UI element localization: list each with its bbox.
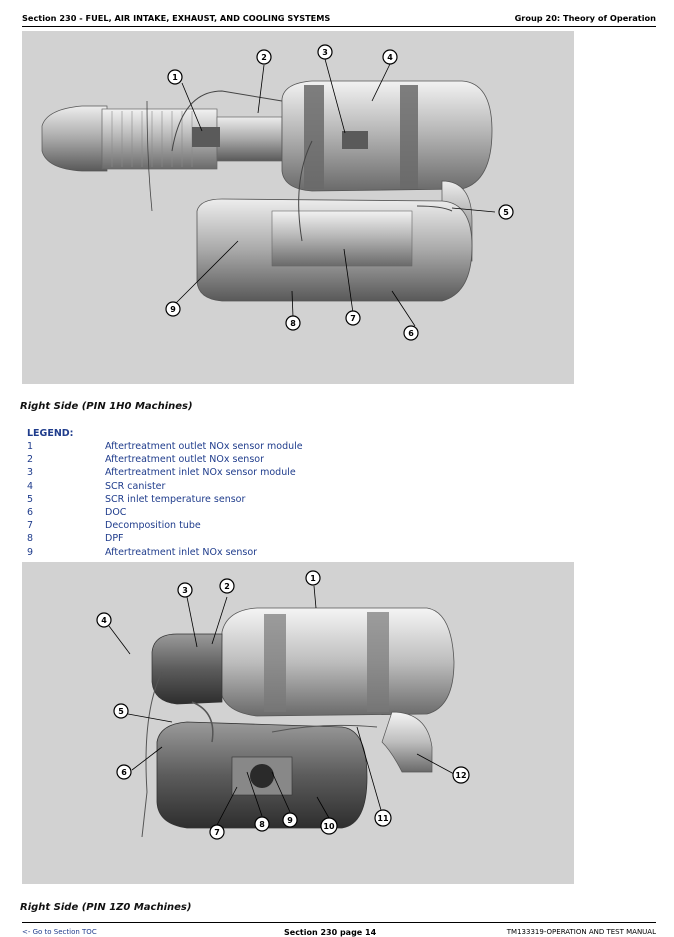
legend-text: Aftertreatment inlet NOx sensor module bbox=[105, 467, 296, 479]
legend-item bbox=[27, 532, 124, 545]
svg-text:4: 4 bbox=[101, 616, 107, 625]
legend-item bbox=[27, 546, 258, 559]
svg-text:7: 7 bbox=[350, 314, 356, 323]
callout-3 bbox=[178, 583, 192, 597]
callout-11 bbox=[375, 810, 391, 826]
callout-5 bbox=[499, 205, 513, 219]
svg-text:10: 10 bbox=[323, 822, 335, 831]
legend-num: 1 bbox=[27, 441, 34, 452]
callout-10 bbox=[321, 818, 337, 834]
legend-item bbox=[27, 480, 166, 493]
callout-9 bbox=[166, 302, 180, 316]
callout-4 bbox=[383, 50, 397, 64]
legend-num: 3 bbox=[27, 467, 34, 479]
svg-text:3: 3 bbox=[182, 586, 188, 595]
figure-1-drawing bbox=[22, 31, 574, 384]
svg-text:2: 2 bbox=[261, 53, 267, 62]
legend-item bbox=[27, 506, 127, 519]
callout-1 bbox=[168, 70, 182, 84]
svg-text:9: 9 bbox=[287, 816, 293, 825]
callout-6 bbox=[117, 765, 131, 779]
legend-num: 8 bbox=[27, 533, 34, 545]
page-footer bbox=[22, 922, 656, 935]
callout-3 bbox=[318, 45, 332, 59]
svg-text:7: 7 bbox=[214, 828, 220, 837]
svg-text:5: 5 bbox=[118, 707, 124, 716]
svg-text:4: 4 bbox=[387, 53, 393, 62]
legend-text: SCR inlet temperature sensor bbox=[105, 493, 246, 505]
callout-12 bbox=[453, 767, 469, 783]
callout-4 bbox=[97, 613, 111, 627]
svg-text:8: 8 bbox=[290, 319, 296, 328]
page-number: Section 230 page 14 bbox=[284, 928, 377, 937]
callout-5 bbox=[114, 704, 128, 718]
legend bbox=[27, 428, 303, 559]
legend-item bbox=[27, 493, 246, 506]
legend-num: 7 bbox=[27, 520, 34, 532]
legend-text: DPF bbox=[105, 533, 124, 545]
legend-num: 4 bbox=[27, 480, 34, 492]
svg-text:6: 6 bbox=[408, 329, 414, 338]
group-title: Group 20: Theory of Operation bbox=[514, 13, 656, 23]
figure-1-caption: Right Side (PIN 1H0 Machines) bbox=[20, 401, 193, 412]
callout-7 bbox=[210, 825, 224, 839]
section-toc-link[interactable]: <- Go to Section TOC bbox=[22, 928, 97, 936]
legend-num: 5 bbox=[27, 493, 34, 505]
legend-item bbox=[27, 453, 264, 466]
legend-text: DOC bbox=[105, 506, 127, 518]
legend-item bbox=[27, 440, 303, 453]
figure-1z0-aftertreatment bbox=[22, 562, 574, 884]
callout-6 bbox=[404, 326, 418, 340]
callout-8 bbox=[255, 817, 269, 831]
legend-text: Aftertreatment inlet NOx sensor bbox=[105, 546, 258, 558]
legend-item bbox=[27, 466, 296, 479]
legend-text: Aftertreatment outlet NOx sensor bbox=[105, 454, 264, 466]
svg-text:12: 12 bbox=[455, 771, 467, 780]
legend-item bbox=[27, 519, 201, 532]
callout-2 bbox=[220, 579, 234, 593]
svg-text:5: 5 bbox=[503, 208, 509, 217]
callout-7 bbox=[346, 311, 360, 325]
legend-num: 9 bbox=[27, 546, 34, 558]
callout-8 bbox=[286, 316, 300, 330]
legend-title: LEGEND: bbox=[27, 428, 74, 439]
legend-text: Aftertreatment outlet NOx sensor module bbox=[105, 441, 303, 452]
figure-2-caption: Right Side (PIN 1Z0 Machines) bbox=[20, 902, 192, 913]
callout-9 bbox=[283, 813, 297, 827]
section-title: Section 230 - FUEL, AIR INTAKE, EXHAUST, AND COOLING SYSTEMS bbox=[22, 13, 331, 23]
callout-2 bbox=[257, 50, 271, 64]
page-header bbox=[22, 0, 656, 27]
manual-title: TM133319-OPERATION AND TEST MANUAL bbox=[506, 928, 656, 936]
legend-text: Decomposition tube bbox=[105, 520, 201, 532]
svg-text:1: 1 bbox=[172, 73, 178, 82]
svg-text:9: 9 bbox=[170, 305, 176, 314]
figure-1h0-aftertreatment bbox=[22, 31, 574, 384]
svg-text:6: 6 bbox=[121, 768, 127, 777]
svg-text:8: 8 bbox=[259, 820, 265, 829]
legend-num: 2 bbox=[27, 454, 34, 466]
svg-text:1: 1 bbox=[310, 574, 316, 583]
legend-text: SCR canister bbox=[105, 480, 166, 492]
svg-text:2: 2 bbox=[224, 582, 230, 591]
callout-1 bbox=[306, 571, 320, 585]
legend-num: 6 bbox=[27, 506, 34, 518]
figure-2-drawing bbox=[22, 562, 574, 884]
svg-text:11: 11 bbox=[377, 814, 389, 823]
svg-text:3: 3 bbox=[322, 48, 328, 57]
